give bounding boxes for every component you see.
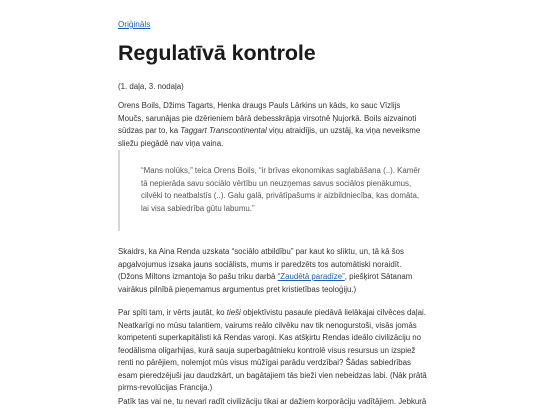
paragraph-line: Neatkarīgi no mūsu talantiem, vairums reālo cilvēku nav tik nenogurstoši, visās jomās bbox=[118, 320, 417, 330]
paragraph-line: Moučs, sarunājas pie dzērieniem bārā debesskrāpja virsotnē Ņujorkā. Boils aizvainoti bbox=[118, 113, 417, 123]
text-segment: objektīvistu pasaule piedāvā lielākajai cilvēces daļai. bbox=[240, 308, 426, 317]
original-link[interactable]: Oriģināls bbox=[118, 20, 151, 29]
quote-line: cilvēki to neatbalstīs (..). Galu galā, privātīpašums ir aizbildniecība, kas domāta, bbox=[141, 191, 420, 200]
italic-word: tieši bbox=[226, 308, 241, 317]
paragraph-1 bbox=[118, 100, 420, 150]
chapter-subtitle: (1. daļa, 3. nodaļa) bbox=[118, 82, 184, 91]
paragraph-line: renti no pārējiem, nolemjot mūs visus mūžīgai parādu verdzībai? Šādas sabiedrības bbox=[118, 358, 411, 367]
paragraph-line: Skaidrs, ka Aina Renda uzskata “sociālo atbildību” par kaut ko sliktu, un, tā kā šos bbox=[118, 247, 404, 256]
paragraph-3 bbox=[118, 307, 427, 395]
paragraph-line: vairākus pilnībā pieņemamus argumentus pret kristietības teoloģiju.) bbox=[118, 284, 357, 294]
paragraph-4 bbox=[118, 396, 427, 409]
paragraph-line: kompetenti superkapitālisti kā Rendas varoņi. Kas atšķirtu Rendas ideālo civilizāciju no bbox=[118, 333, 422, 342]
paragraph-line bbox=[118, 125, 420, 138]
text-segment: , piešķirot Sātanam bbox=[344, 272, 413, 281]
paradise-lost-link[interactable]: “Zaudētā paradīze” bbox=[277, 272, 345, 281]
paragraph-line bbox=[118, 271, 420, 284]
paragraph-line: Patīk tas vai ne, tu nevari radīt civilizāciju tikai ar dažiem korporāciju vadītājiem. Jebkurā bbox=[118, 397, 427, 406]
quote-line: “Mans nolūks,” teica Orens Boils, “ir brīvas ekonomikas saglabāšana (..). Kamēr bbox=[141, 166, 421, 175]
text-segment: Par spīti tam, ir vērts jautāt, ko bbox=[118, 308, 227, 317]
paragraph-line: apgalvojumus izsaka jauns sociālists, mums ir paredzēts tos automātiski noraidīt. bbox=[118, 259, 402, 269]
quote-line: lai visa sabiedrība gūtu labumu.” bbox=[141, 203, 255, 213]
text-segment: sūdzas par to, ka bbox=[118, 126, 181, 135]
paragraph-line: Orens Boils, Džims Tagarts, Henka draugs Pauls Lārkins un kāds, ko sauc Vīzlijs bbox=[118, 101, 401, 110]
paragraph-2 bbox=[118, 246, 420, 296]
paragraph-line: pirms-revolūcijas Francija.) bbox=[118, 383, 213, 392]
paragraph-line bbox=[118, 307, 426, 320]
text-segment: viņu atraidījis, un uzstāj, ka viņa neveiksme bbox=[266, 126, 421, 135]
page-title: Regulatīvā kontrole bbox=[118, 41, 316, 65]
quote-text bbox=[141, 165, 421, 215]
paragraph-line: sliežu piegādē nav viņa vaina. bbox=[118, 138, 224, 148]
italic-title: Taggart Transcontinental bbox=[180, 126, 267, 135]
blockquote bbox=[118, 150, 421, 231]
paragraph-line: feodālisma oligarhijas, kurā sauja superbagātnieku kontrolē visus resursus un izspiež bbox=[118, 345, 416, 355]
quote-line: tā nepierāda savu sociālo vērtību un neuzņemas savus sociālos pienākumus, bbox=[141, 178, 412, 188]
text-segment: (Džons Miltons izmantoja šo pašu triku darbā bbox=[118, 272, 278, 281]
paragraph-line: esam pieredzējuši jau daudzkārt, un bagātajiem tās bieži vien nebeidzas labi. (Nāk prātā bbox=[118, 370, 427, 380]
